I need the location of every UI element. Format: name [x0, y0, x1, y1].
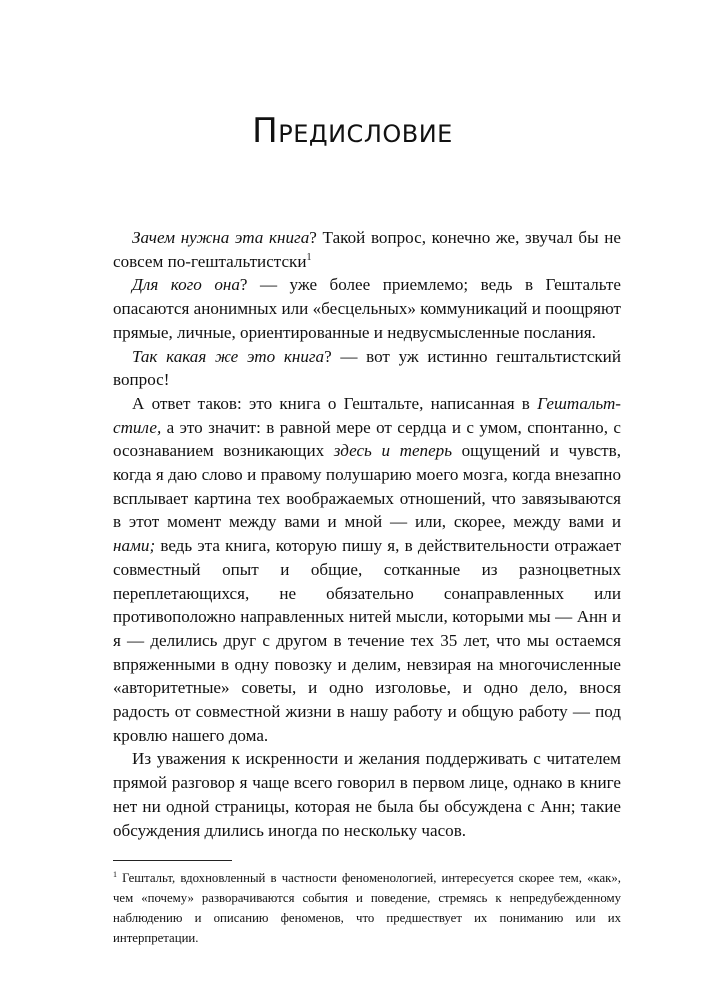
- title-rest: редисловие: [278, 110, 453, 151]
- paragraph-why: Зачем нужна эта книга? Такой вопрос, конечно же, звучал бы не совсем по-гештальтистски$^1$: [113, 228, 621, 271]
- paragraph-what-kind: Так какая же это книга? — вот уж истинно гештальтистский вопрос!: [113, 346, 621, 390]
- page-title: [0, 111, 705, 151]
- footnote-divider: [113, 860, 232, 861]
- paragraph-for-whom: Для кого она? — уже более приемлемо; ведь в Гештальте опасаются анонимных или «бесцельных» коммуникаций и поощряют прямые, личные, ориентированные и недвусмысленные послания.: [113, 275, 621, 342]
- footnote-text: Гештальт, вдохновленный в частности феноменологией, интересуется скорее тем, «как», чем «почему» разворачиваются события и поведение, стремясь к непредубежденному наблюдению и описанию феноменов, что предшествует их пониманию или их интерпретации.: [113, 871, 621, 945]
- body-text: [113, 226, 621, 842]
- question-for-whom: Для кого она: [132, 275, 240, 295]
- title-initial: П: [252, 110, 279, 151]
- question-what-kind: Так какая же это книга: [132, 346, 325, 366]
- paragraph-answer: А ответ таков: это книга о Гештальте, написанная в Гештальт-стиле, а это значит: в равной мере от сердца и с умом, спонтанно, с осознаванием возникающих здесь и теперь ощущений и чувств, когда я даю слово и правому полушарию моего мозга, когда внезапно всплывает картина тех воображаемых отношений, что завязываются в этот момент между вами и мной — или, скорее, между вами и нами; ведь эта книга, которую пишу я, в действительности отражает совместный опыт и общие, сотканные из разноцветных переплетающихся, не обязательно сонаправленных или противоположно направленных нитей мысли, которыми мы — Анн и я — делились друг с другом в течение тех 35 лет, что мы остаемся впряженными в одну повозку и делим, невзирая на многочисленные «авторитетные» советы, и одно изголовье, и одно дело, внося радость от совместной жизни в нашу работу и общую работу — под кровлю нашего дома.: [113, 393, 622, 745]
- footnote-reference: 1: [306, 251, 312, 263]
- question-why: Зачем нужна эта книга: [132, 228, 310, 247]
- footnote: [113, 868, 621, 948]
- footnote-mark: 1: [113, 870, 117, 879]
- paragraph-respect: Из уважения к искренности и желания поддерживать с читателем прямой разговор я чаще всего говорил в первом лице, однако в книге нет ни одной страницы, которая не была бы обсуждена с Анн; такие обсуждения длились иногда по нескольку часов.: [113, 749, 621, 840]
